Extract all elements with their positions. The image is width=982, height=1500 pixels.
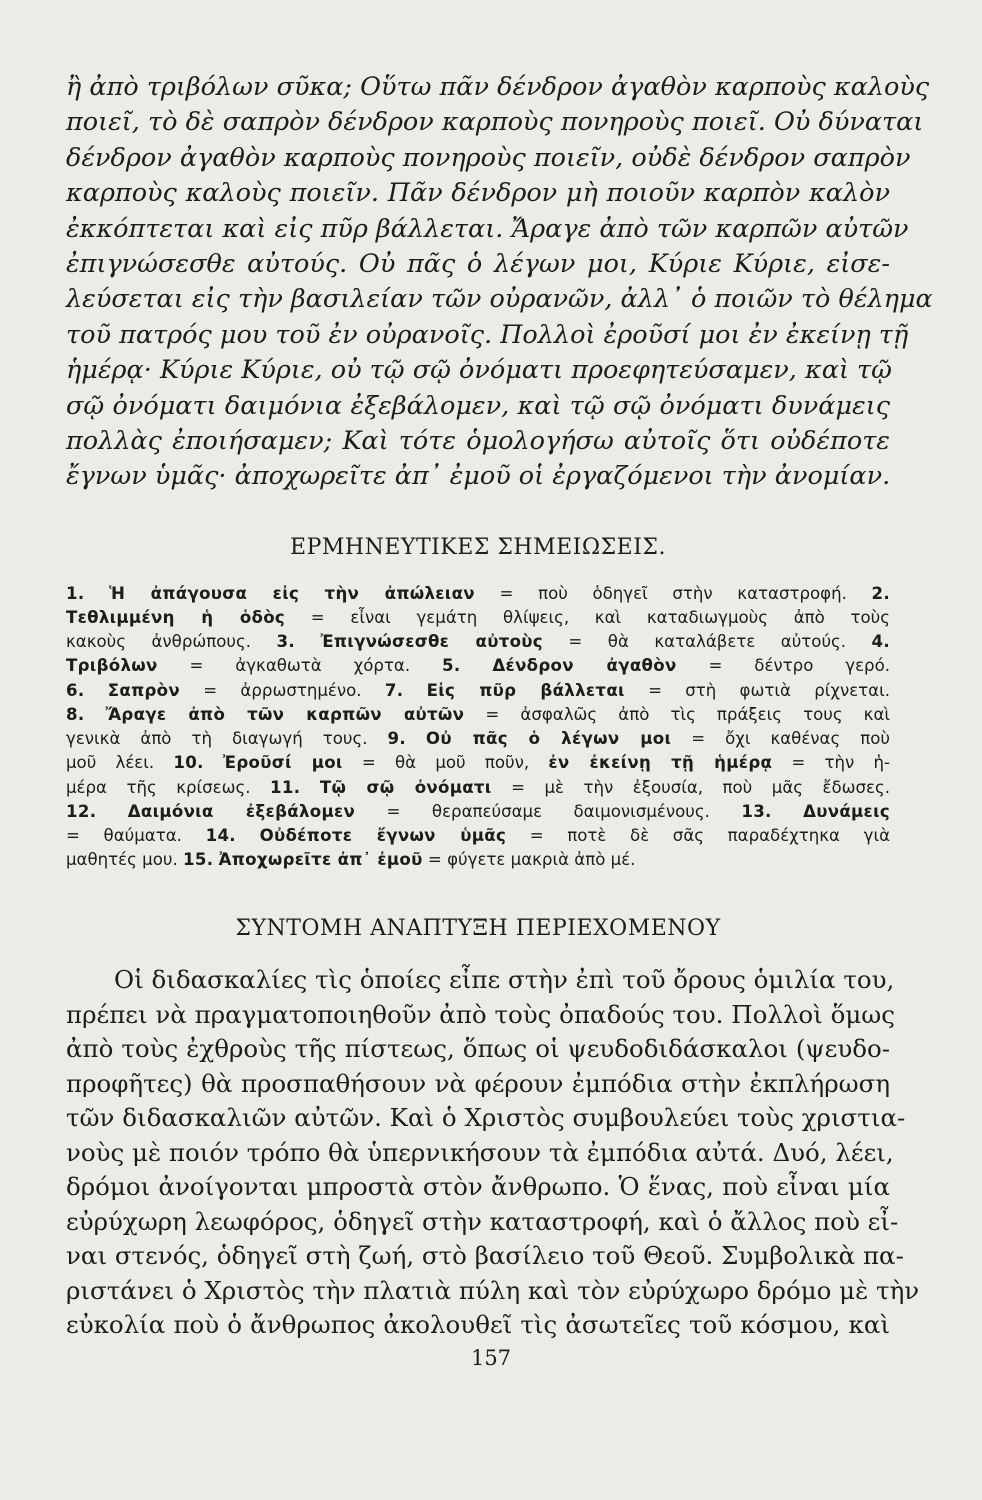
note-definition: = εἶναι γεμάτη θλίψεις, καὶ καταδιωγμοὺς ἀπὸ τοὺς xyxy=(285,608,890,628)
note-number: 11. xyxy=(270,777,301,797)
notes-line xyxy=(66,751,890,775)
scripture-line: ἐπιγνώσεσθε αὐτούς. Οὐ πᾶς ὁ λέγων μοι, Κύριε Κύριε, εἰσε- xyxy=(66,249,890,280)
note-number: 6. xyxy=(66,680,85,700)
summary-line: εὐκολία ποὺ ὁ ἄνθρωπος ἀκολουθεῖ τὶς ἀσωτεῖες τοῦ κόσμου, καὶ xyxy=(66,1310,890,1340)
note-number: 2. xyxy=(871,583,890,603)
summary-line: Οἱ διδασκαλίες τὶς ὁποίες εἶπε στὴν ἐπὶ τοῦ ὄρους ὁμιλία του, xyxy=(114,965,895,995)
note-definition: = ἀγκαθωτὰ χόρτα. xyxy=(157,656,411,676)
notes-line xyxy=(66,824,890,848)
notes-line xyxy=(66,679,890,703)
note-definition: = θεραπεύσαμε δαιμονισμένους. xyxy=(355,801,710,821)
note-number: 15. xyxy=(183,850,214,870)
explanatory-notes xyxy=(66,582,890,872)
summary-line: προφῆτες) θὰ προσπαθήσουν νὰ φέρουν ἐμπόδια στὴν ἐκπλήρωση xyxy=(66,1068,890,1098)
notes-line xyxy=(66,848,890,872)
note-term: Ἡ ἀπάγουσα εἰς τὴν ἀπώλειαν xyxy=(109,583,475,603)
notes-line xyxy=(66,776,890,800)
note-term: Ἐροῦσί μοι xyxy=(222,753,343,773)
summary-line: ναι στενός, ὁδηγεῖ στὴ ζωή, στὸ βασίλειο τοῦ Θεοῦ. Συμβολικὰ πα- xyxy=(66,1241,904,1271)
scripture-line: ἔγνων ὑμᾶς· ἀποχωρεῖτε ἀπ᾽ ἐμοῦ οἱ ἐργαζόμενοι τὴν ἀνομίαν. xyxy=(66,461,891,492)
summary-line: τῶν διδασκαλιῶν αὐτῶν. Καὶ ὁ Χριστὸς συμβουλεύει τοὺς χριστια- xyxy=(66,1103,906,1133)
scripture-line: τοῦ πατρός μου τοῦ ἐν οὐρανοῖς. Πολλοὶ ἐροῦσί μοι ἐν ἐκείνῃ τῇ xyxy=(66,319,909,350)
scripture-line: σῷ ὀνόματι δαιμόνια ἐξεβάλομεν, καὶ τῷ σῷ ὀνόματι δυνάμεις xyxy=(66,390,890,421)
summary-line: ἀπὸ τοὺς ἐχθροὺς τῆς πίστεως, ὅπως οἱ ψευδοδιδάσκαλοι (ψευδο- xyxy=(66,1034,890,1064)
note-definition: = θὰ καταλάβετε αὐτούς. xyxy=(542,632,847,652)
scripture-line: ἡμέρᾳ· Κύριε Κύριε, οὐ τῷ σῷ ὀνόματι προεφητεύσαμεν, καὶ τῷ xyxy=(66,355,892,386)
note-number: 8. xyxy=(66,704,85,724)
note-definition: μαθητές μου. xyxy=(66,850,178,870)
note-number: 13. xyxy=(741,801,772,821)
note-definition: = φύγετε μακριὰ ἀπὸ μέ. xyxy=(422,850,636,870)
page-number: 157 xyxy=(470,1346,512,1370)
notes-line xyxy=(66,630,890,654)
scripture-passage xyxy=(66,70,933,495)
summary-line: νοὺς μὲ ποιόν τρόπο θὰ ὑπερνικήσουν τὰ ἐμπόδια αὐτά. Δυό, λέει, xyxy=(66,1137,894,1167)
summary-line: πρέπει νὰ πραγματοποιηθοῦν ἀπὸ τοὺς ὀπαδούς του. Πολλοὶ ὅμως xyxy=(66,999,895,1029)
note-term: Οὐδέποτε ἔγνων ὑμᾶς xyxy=(259,825,507,845)
note-term: Δαιμόνια ἐξεβάλομεν xyxy=(127,801,356,821)
note-term: Ἀποχωρεῖτε ἀπ᾽ ἐμοῦ xyxy=(218,850,423,870)
note-definition: = ἀσφαλῶς ἀπὸ τὶς πράξεις τους καὶ xyxy=(464,704,891,724)
notes-line xyxy=(66,582,890,606)
note-definition: = θὰ μοῦ ποῦν, xyxy=(342,753,530,773)
scripture-line: ἢ ἀπὸ τριβόλων σῦκα; Οὕτω πᾶν δένδρον ἀγαθὸν καρποὺς καλοὺς xyxy=(66,72,930,102)
scripture-line: καρποὺς καλοὺς ποιεῖν. Πᾶν δένδρον μὴ ποιοῦν καρπὸν καλὸν xyxy=(66,178,890,209)
note-number: 5. xyxy=(442,656,461,676)
summary-line: δρόμοι ἀνοίγονται μπροστὰ στὸν ἄνθρωπο. Ὁ ἕνας, ποὺ εἶναι μία xyxy=(66,1172,890,1202)
note-definition: = ποὺ ὁδηγεῖ στὴν καταστροφή. xyxy=(474,583,847,603)
note-number: 9. xyxy=(387,729,406,749)
note-number: 3. xyxy=(276,632,295,652)
note-definition: = μὲ τὴν ἐξουσία, ποὺ μᾶς ἔδωσες. xyxy=(491,777,891,797)
summary-line: εὐρύχωρη λεωφόρος, ὁδηγεῖ στὴν καταστροφή, καὶ ὁ ἄλλος ποὺ εἶ- xyxy=(66,1206,899,1236)
note-definition: = ποτὲ δὲ σᾶς παραδέχτηκα γιὰ xyxy=(506,825,891,845)
note-number: 14. xyxy=(205,825,236,845)
note-term: Οὐ πᾶς ὁ λέγων μοι xyxy=(425,729,672,749)
scripture-line: ἐκκόπτεται καὶ εἰς πῦρ βάλλεται. Ἄραγε ἀπὸ τῶν καρπῶν αὐτῶν xyxy=(66,213,909,244)
note-definition: μοῦ λέει. xyxy=(66,753,155,773)
notes-line xyxy=(66,727,890,751)
note-definition: = τὴν ἡ- xyxy=(772,753,891,773)
scripture-line: πολλὰς ἐποιήσαμεν; Καὶ τότε ὁμολογήσω αὐτοῖς ὅτι οὐδέποτε xyxy=(66,426,890,457)
notes-line xyxy=(66,703,890,727)
summary-line: ριστάνει ὁ Χριστὸς τὴν πλατιὰ πύλη καὶ τὸν εὐρύχωρο δρόμο μὲ τὴν xyxy=(66,1275,920,1305)
note-term: Τῷ σῷ ὀνόματι xyxy=(319,777,492,797)
notes-heading: ΕΡΜΗΝΕΥΤΙΚΕΣ ΣΗΜΕΙΩΣΕΙΣ. xyxy=(290,534,666,560)
note-number: 7. xyxy=(384,680,404,700)
note-term: Δένδρον ἀγαθὸν xyxy=(492,656,677,676)
scripture-line: δένδρον ἀγαθὸν καρποὺς πονηροὺς ποιεῖν, οὐδὲ δένδρον σαπρὸν xyxy=(66,142,911,173)
note-definition: κακοὺς ἀνθρώπους. xyxy=(66,632,252,652)
notes-line xyxy=(66,800,890,824)
note-term: Τεθλιμμένη ἡ ὁδὸς xyxy=(66,608,286,628)
note-number: 4. xyxy=(871,632,890,652)
note-definition: = θαύματα. xyxy=(66,825,182,845)
note-definition: γενικὰ ἀπὸ τὴ διαγωγή τους. xyxy=(66,729,368,749)
note-term: Δυνάμεις xyxy=(803,801,890,821)
note-term: ἐν ἐκείνῃ τῇ ἡμέρᾳ xyxy=(548,753,773,773)
note-term: Τριβόλων xyxy=(66,656,158,676)
note-number: 12. xyxy=(66,801,97,821)
note-definition: μέρα τῆς κρίσεως. xyxy=(66,777,251,797)
note-term: Ἐπιγνώσεσθε αὐτοὺς xyxy=(320,632,543,652)
scripture-line: ποιεῖ, τὸ δὲ σαπρὸν δένδρον καρποὺς πονηροὺς ποιεῖ. Οὐ δύναται xyxy=(66,107,924,138)
note-term: Εἰς πῦρ βάλλεται xyxy=(426,680,625,700)
summary-paragraph xyxy=(66,963,920,1343)
note-number: 1. xyxy=(66,583,85,603)
notes-line xyxy=(66,654,890,678)
scripture-line: λεύσεται εἰς τὴν βασιλείαν τῶν οὐρανῶν, ἀλλ᾽ ὁ ποιῶν τὸ θέλημα xyxy=(66,284,933,315)
note-term: Ἄραγε ἀπὸ τῶν καρπῶν αὐτῶν xyxy=(105,704,465,724)
note-definition: = ὄχι καθένας ποὺ xyxy=(671,729,890,749)
note-definition: = ἀρρωστημένο. xyxy=(179,680,362,700)
notes-line xyxy=(66,606,890,630)
note-term: Σαπρὸν xyxy=(107,680,180,700)
summary-heading: ΣΥΝΤΟΜΗ ΑΝΑΠΤΥΞΗ ΠΕΡΙΕΧΟΜΕΝΟΥ xyxy=(235,916,721,942)
note-definition: = δέντρο γερό. xyxy=(676,656,891,676)
note-number: 10. xyxy=(173,753,204,773)
note-definition: = στὴ φωτιὰ ρίχνεται. xyxy=(624,680,890,700)
